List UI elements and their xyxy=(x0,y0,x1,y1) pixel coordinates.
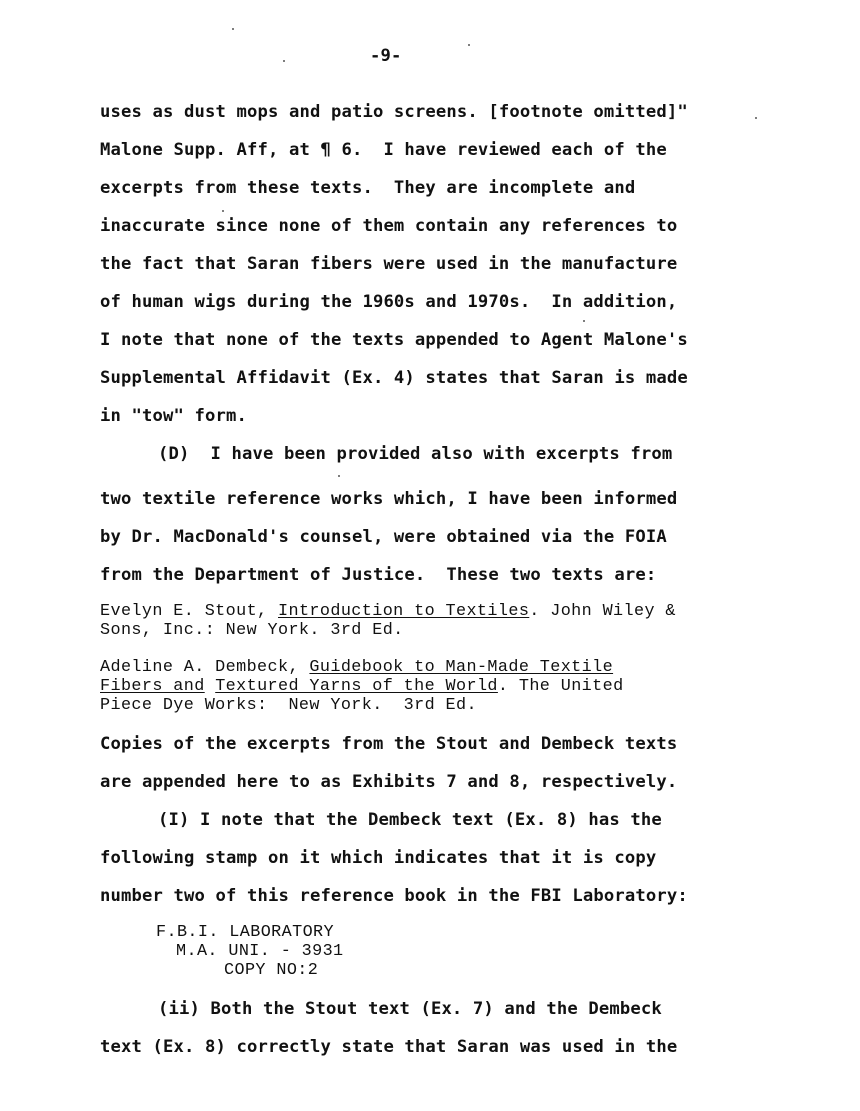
reference-dembeck-author: Adeline A. Dembeck, xyxy=(100,658,310,677)
body-line-15: are appended here to as Exhibits 7 and 8, respectively. xyxy=(100,772,678,792)
reference-dembeck-title-2a: Fibers and xyxy=(100,677,205,696)
body-line-5: the fact that Saran fibers were used in the manufacture xyxy=(100,254,678,274)
reference-stout-author: Evelyn E. Stout, xyxy=(100,602,278,621)
reference-dembeck-publisher: . The United xyxy=(497,677,624,696)
body-line-3: excerpts from these texts. They are incomplete and xyxy=(100,178,636,198)
reference-stout-line2: Sons, Inc.: New York. 3rd Ed. xyxy=(100,621,404,640)
scan-speck xyxy=(583,320,585,322)
body-line-16: (I) I note that the Dembeck text (Ex. 8) has the xyxy=(158,810,662,830)
scan-speck xyxy=(338,475,340,477)
body-line-12: by Dr. MacDonald's counsel, were obtained via the FOIA xyxy=(100,527,667,547)
body-line-7: I note that none of the texts appended to Agent Malone's xyxy=(100,330,688,350)
body-line-9: in "tow" form. xyxy=(100,406,247,426)
body-line-19: (ii) Both the Stout text (Ex. 7) and the Dembeck xyxy=(158,999,662,1019)
body-line-17: following stamp on it which indicates that it is copy xyxy=(100,848,657,868)
body-line-2: Malone Supp. Aff, at ¶ 6. I have reviewed each of the xyxy=(100,140,667,160)
scan-speck xyxy=(283,60,285,62)
reference-dembeck-title-2b: Textured Yarns of the World xyxy=(215,677,498,696)
body-line-6: of human wigs during the 1960s and 1970s. In addition, xyxy=(100,292,678,312)
stamp-line-2: M.A. UNI. - 3931 xyxy=(176,942,344,961)
stamp-line-1: F.B.I. LABORATORY xyxy=(156,923,334,942)
page-number: -9- xyxy=(370,46,402,66)
scan-speck xyxy=(232,28,234,30)
reference-dembeck-title: Guidebook to Man-Made Textile xyxy=(309,658,614,677)
body-line-10: (D) I have been provided also with excerpts from xyxy=(158,444,673,464)
body-line-4: inaccurate since none of them contain any references to xyxy=(100,216,678,236)
body-line-18: number two of this reference book in the FBI Laboratory: xyxy=(100,886,688,906)
reference-stout xyxy=(100,604,676,621)
reference-stout-title: Introduction to Textiles xyxy=(278,602,530,621)
stamp-line-3: COPY NO:2 xyxy=(224,961,319,980)
scan-speck xyxy=(468,44,470,46)
body-line-11: two textile reference works which, I have been informed xyxy=(100,489,678,509)
body-line-8: Supplemental Affidavit (Ex. 4) states that Saran is made xyxy=(100,368,688,388)
reference-dembeck xyxy=(100,660,613,677)
reference-stout-publisher: . John Wiley & xyxy=(529,602,676,621)
reference-dembeck-line2 xyxy=(100,679,624,696)
scan-speck xyxy=(222,210,224,212)
body-line-1: uses as dust mops and patio screens. [footnote omitted]" xyxy=(100,102,688,122)
body-line-13: from the Department of Justice. These two texts are: xyxy=(100,565,657,585)
scan-speck xyxy=(755,117,757,119)
reference-dembeck-line3: Piece Dye Works: New York. 3rd Ed. xyxy=(100,696,477,715)
body-line-14: Copies of the excerpts from the Stout and Dembeck texts xyxy=(100,734,678,754)
body-line-20: text (Ex. 8) correctly state that Saran was used in the xyxy=(100,1037,678,1057)
